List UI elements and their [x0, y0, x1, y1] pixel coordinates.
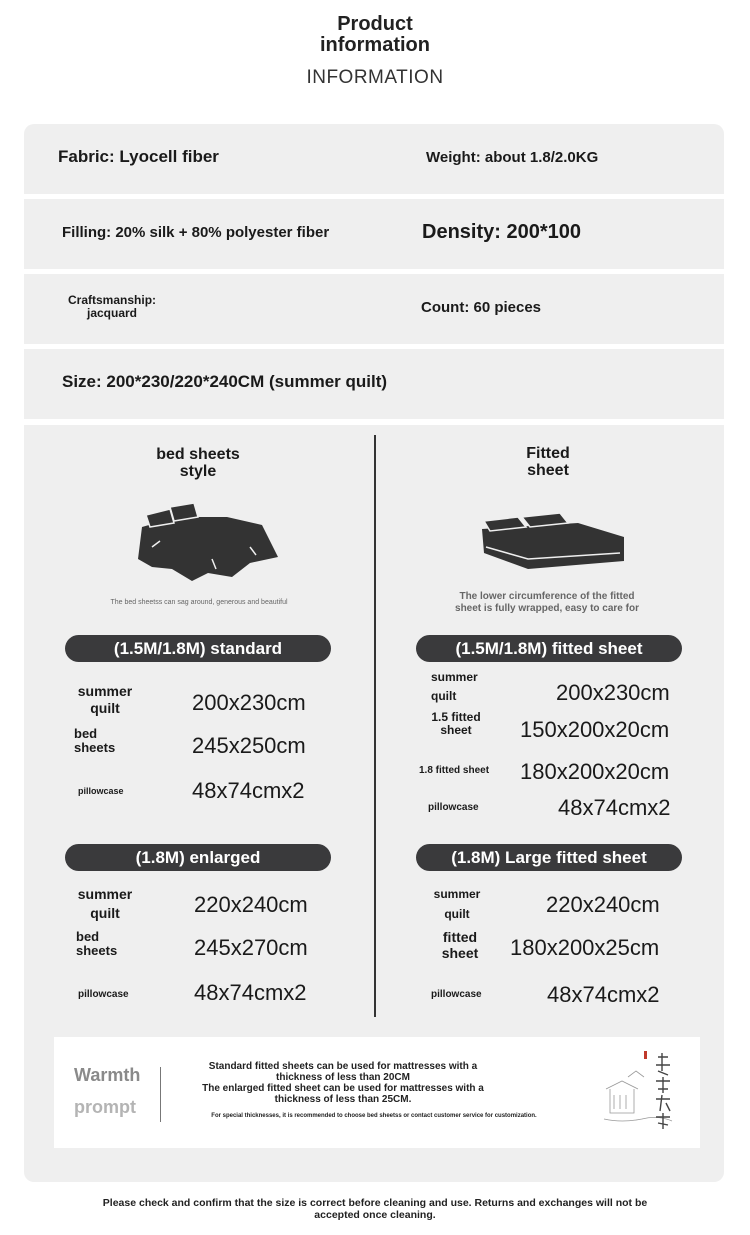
warmth-small-note: For special thicknesses, it is recommended to choose bed sheetss or contact customer service for customization.: [211, 1113, 537, 1119]
fitted-sheet-heading-line-1: Fitted: [526, 445, 570, 462]
warmth-line-1: Standard fitted sheets can be used for mattresses with a: [208, 1061, 478, 1072]
summer-quilt-size: 200x230cm: [556, 680, 670, 705]
fitted-sheet-icon: [478, 509, 628, 573]
label-line-1: summer: [431, 670, 478, 684]
title-line-1: Product: [337, 13, 413, 35]
spec-row-size: [24, 349, 724, 419]
fitted-sheet-pill: (1.5M/1.8M) fitted sheet: [416, 635, 682, 662]
pillowcase-label: pillowcase: [431, 989, 482, 1000]
label-line-2: quilt: [90, 905, 120, 921]
ink-painting-illustration: [602, 1049, 678, 1135]
title-line-2: information: [320, 34, 430, 56]
fitted-18-size: 180x200x20cm: [520, 759, 670, 784]
large-fitted-sheet-pill: (1.8M) Large fitted sheet: [416, 844, 682, 871]
craft-spec: [68, 294, 156, 320]
footer-notice: [60, 1197, 690, 1221]
bed-sheets-heading: [128, 446, 268, 480]
fitted-note-line-2: sheet is fully wrapped, easy to care for: [455, 603, 639, 614]
label-line-2: quilt: [90, 700, 120, 716]
craft-line-1: Craftsmanship:: [68, 293, 157, 307]
fitted-sheet-heading-line-2: sheet: [527, 462, 569, 479]
footer-line-2: accepted once cleaning.: [314, 1209, 436, 1221]
column-divider: [374, 435, 376, 1017]
label-line-2: sheets: [76, 943, 118, 958]
craft-line-2: jacquard: [87, 306, 138, 320]
summer-quilt-label: [422, 668, 492, 706]
size-spec: Size: 200*230/220*240CM (summer quilt): [62, 372, 388, 391]
bed-sheets-label: [74, 727, 130, 755]
pillowcase-size: 48x74cmx2: [192, 778, 305, 803]
label-line-2: sheets: [74, 740, 116, 755]
label-line-1: 1.5 fitted: [431, 710, 481, 724]
fitted-sheet-label: [425, 929, 495, 961]
warmth-line-3: The enlarged fitted sheet can be used for mattresses with a: [202, 1083, 484, 1094]
fitted-15-size: 150x200x20cm: [520, 717, 670, 742]
bed-sheets-heading-line-1: bed sheets: [156, 446, 240, 463]
spec-row-filling: [24, 199, 724, 269]
spec-row-craft: [24, 274, 724, 344]
summer-quilt-size: 220x240cm: [546, 892, 660, 917]
label-line-2: quilt: [444, 907, 470, 921]
density-spec: Density: 200*100: [422, 221, 581, 243]
fitted-sheet-size: 180x200x25cm: [510, 935, 660, 960]
label-line-2: sheet: [440, 723, 472, 737]
warmth-separator: [160, 1067, 161, 1122]
bed-sheet-icon: [132, 497, 282, 583]
fitted-18-label: 1.8 fitted sheet: [419, 765, 490, 776]
fitted-note-line-1: The lower circumference of the fitted: [459, 591, 635, 602]
page-title: [0, 14, 750, 56]
pillowcase-label: pillowcase: [78, 786, 124, 796]
warmth-line-2: thickness of less than 20CM: [276, 1072, 410, 1083]
count-spec: Count: 60 pieces: [421, 299, 542, 316]
summer-quilt-size: 220x240cm: [194, 892, 308, 917]
page-subtitle: INFORMATION: [306, 67, 444, 88]
summer-quilt-label: [70, 885, 140, 923]
standard-size-pill: (1.5M/1.8M) standard: [65, 635, 331, 662]
label-line-1: fitted: [442, 929, 478, 945]
summer-quilt-label: [70, 683, 140, 717]
bed-sheets-size: 245x270cm: [194, 935, 308, 960]
bed-sheets-label: [76, 930, 132, 958]
label-line-1: bed: [76, 929, 100, 944]
bed-sheets-note: The bed sheetss can sag around, generous and beautiful: [110, 599, 288, 606]
footer-line-1: Please check and confirm that the size is correct before cleaning and use. Returns and exchanges will not be: [102, 1197, 648, 1209]
weight-spec: Weight: about 1.8/2.0KG: [426, 149, 599, 166]
warmth-title: Warmth: [74, 1065, 141, 1085]
summer-quilt-label: [422, 884, 492, 924]
warmth-line-4: thickness of less than 25CM.: [274, 1094, 412, 1105]
fitted-sheet-note: [419, 591, 675, 615]
label-line-1: summer: [433, 887, 481, 901]
fitted-15-label: [420, 711, 492, 737]
label-line-2: quilt: [431, 689, 457, 703]
warmth-prompt-box: [54, 1037, 700, 1148]
fitted-sheet-heading: [488, 445, 608, 479]
enlarged-size-pill: (1.8M) enlarged: [65, 844, 331, 871]
pillowcase-size: 48x74cmx2: [194, 980, 307, 1005]
summer-quilt-size: 200x230cm: [192, 690, 306, 715]
fabric-spec: Fabric: Lyocell fiber: [58, 147, 219, 166]
warmth-text: [176, 1061, 510, 1105]
bed-sheets-heading-line-2: style: [179, 463, 217, 480]
label-line-2: sheet: [441, 945, 479, 961]
filling-spec: Filling: 20% silk + 80% polyester fiber: [62, 224, 330, 241]
bed-sheets-size: 245x250cm: [192, 733, 306, 758]
label-line-1: bed: [74, 726, 98, 741]
pillowcase-size: 48x74cmx2: [547, 982, 660, 1007]
pillowcase-label: pillowcase: [428, 802, 479, 813]
label-line-1: summer: [77, 886, 133, 902]
pillowcase-size: 48x74cmx2: [558, 795, 671, 820]
spec-row-fabric: [24, 124, 724, 194]
prompt-title: prompt: [74, 1097, 136, 1117]
label-line-1: summer: [77, 683, 133, 699]
pillowcase-label: pillowcase: [78, 989, 129, 1000]
